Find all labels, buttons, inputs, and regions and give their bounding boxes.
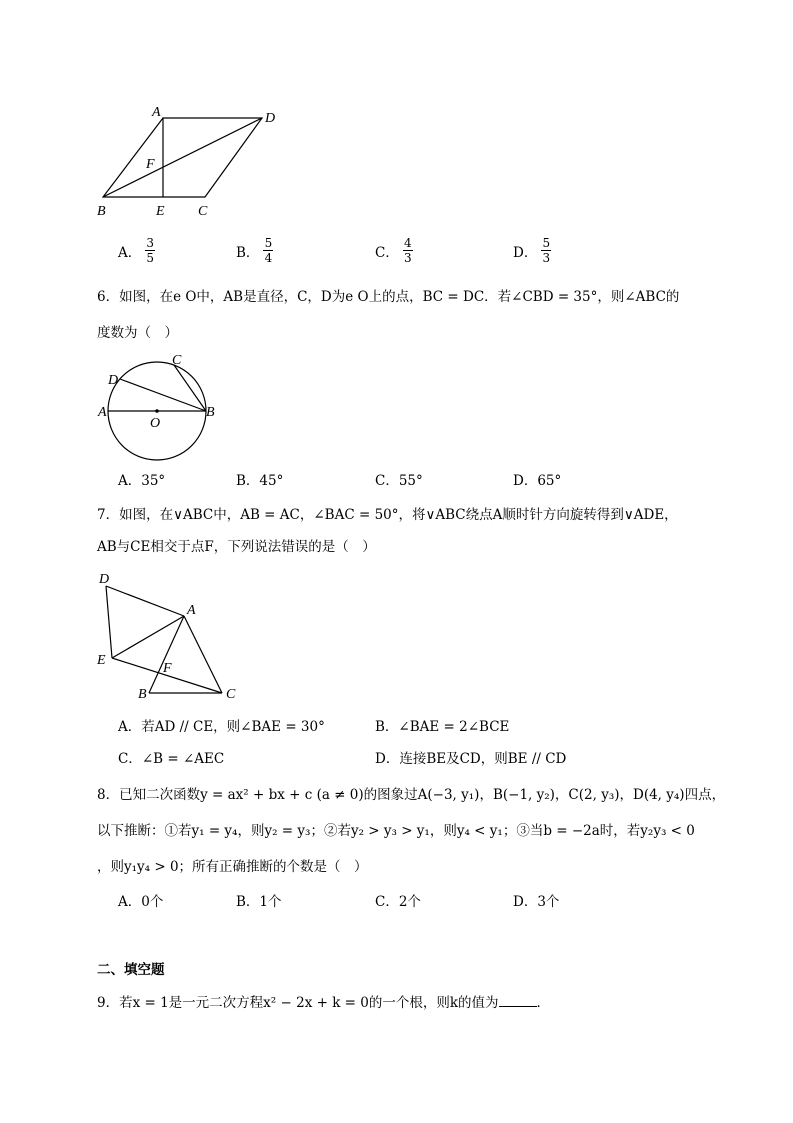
q7-label-F: F	[163, 661, 172, 676]
q8-stem-line3: ，则y₁y₄ > 0；所有正确推断的个数是（ ）	[97, 859, 368, 875]
q6-option-b-letter: B．	[236, 473, 260, 489]
q7-option-a-text: 若AD // CE，则∠BAE = 30°	[141, 719, 325, 735]
q8-option-a-text: 0个	[141, 894, 164, 910]
q7-label-D: D	[99, 572, 110, 587]
q9-stem	[97, 994, 550, 1012]
q7-option-a[interactable]	[118, 718, 325, 736]
q5-option-a-fraction	[145, 236, 155, 265]
q6-stem-line2: 度数为（ ）	[97, 325, 178, 341]
q7-option-b[interactable]	[375, 718, 509, 736]
q5-option-d[interactable]	[513, 236, 551, 265]
q5-label-F: F	[146, 157, 155, 172]
q9-text-before: 9．若x = 1是一元二次方程x² − 2x + k = 0的一个根，则k的值为	[97, 995, 499, 1011]
q6-label-O: O	[150, 416, 161, 431]
q6-option-c[interactable]	[375, 472, 423, 490]
q7-stem-line1: 7．如图，在∨ABC中，AB = AC，∠BAC = 50°，将∨ABC绕点A顺时针方向旋转得到∨ADE，	[97, 507, 678, 523]
q6-label-A: A	[98, 405, 107, 420]
q5-option-b[interactable]	[236, 236, 273, 265]
q6-circle-figure	[92, 352, 222, 470]
q6-option-c-text: 55°	[398, 473, 423, 489]
q8-option-d-text: 3个	[537, 894, 560, 910]
q6-option-a-text: 35°	[141, 473, 166, 489]
q5-label-A: A	[152, 105, 161, 120]
q6-option-a-letter: A．	[118, 473, 142, 489]
q6-option-c-letter: C．	[375, 473, 399, 489]
q7-option-d[interactable]	[375, 750, 566, 768]
q8-option-a[interactable]	[118, 893, 163, 911]
q5-option-d-den: 3	[542, 251, 551, 265]
q5-option-a-letter: A．	[118, 244, 142, 261]
q7-option-c-letter: C．	[118, 751, 142, 767]
q7-option-b-letter: B．	[375, 719, 399, 735]
q8-stem-line1: 8．已知二次函数y = ax² + bx + c (a ≠ 0)的图象过A(−3, y₁)，B(−1, y₂)，C(2, y₃)，D(4, y₄)四点，	[97, 787, 726, 803]
q8-option-d[interactable]	[513, 893, 559, 911]
q8-option-b[interactable]	[236, 893, 282, 911]
q5-label-E: E	[156, 204, 165, 219]
q7-label-E: E	[97, 653, 106, 668]
q7-option-a-letter: A．	[118, 719, 142, 735]
q5-option-b-num: 5	[264, 236, 273, 250]
q7-option-b-text: ∠BAE = 2∠BCE	[398, 719, 510, 735]
section-heading-fill-in: 二、填空题	[97, 962, 165, 978]
q5-option-a-den: 5	[146, 251, 155, 265]
q6-label-C: C	[172, 353, 182, 368]
q5-label-B: B	[97, 204, 106, 219]
q7-option-d-letter: D．	[375, 751, 400, 767]
q7-option-c[interactable]	[118, 750, 224, 768]
q5-option-d-letter: D．	[513, 244, 538, 261]
q8-option-a-letter: A．	[118, 894, 142, 910]
q6-option-d-text: 65°	[537, 473, 562, 489]
q6-option-d[interactable]	[513, 472, 561, 490]
q6-option-a[interactable]	[118, 472, 165, 490]
q7-option-d-text: 连接BE及CD，则BE // CD	[399, 751, 567, 767]
q6-stem-line1: 6．如图，在e O中，AB是直径，C，D为e O上的点，BC = DC．若∠CBD = 35°，则∠ABC的	[97, 289, 680, 305]
q5-option-c-den: 3	[404, 251, 412, 265]
q7-stem-line2: AB与CE相交于点F，下列说法错误的是（ ）	[97, 539, 376, 555]
q8-option-c-letter: C．	[375, 894, 399, 910]
q5-option-c-letter: C．	[375, 244, 399, 261]
q9-text-after: ．	[536, 995, 551, 1011]
q5-option-b-letter: B．	[236, 244, 260, 261]
q6-option-b-text: 45°	[259, 473, 284, 489]
q6-label-D: D	[108, 373, 119, 388]
q5-option-c[interactable]	[375, 236, 413, 265]
q5-label-C: C	[198, 204, 208, 219]
q5-option-c-fraction	[403, 236, 413, 265]
q7-label-A: A	[187, 603, 196, 618]
q7-label-C: C	[226, 687, 236, 702]
q8-option-b-text: 1个	[259, 894, 282, 910]
q5-option-a[interactable]	[118, 236, 155, 265]
q5-label-D: D	[265, 111, 276, 126]
q7-rotation-figure	[92, 566, 252, 706]
q5-option-d-num: 5	[542, 236, 551, 250]
q6-label-B: B	[206, 405, 215, 420]
q8-option-d-letter: D．	[513, 894, 538, 910]
q8-option-c-text: 2个	[398, 894, 421, 910]
q5-option-c-num: 4	[404, 236, 412, 250]
q9-answer-blank[interactable]	[499, 994, 537, 1007]
q5-option-b-den: 4	[264, 251, 273, 265]
q5-option-d-fraction	[541, 236, 551, 265]
q5-option-a-num: 3	[146, 236, 155, 250]
q8-option-c[interactable]	[375, 893, 421, 911]
q8-option-b-letter: B．	[236, 894, 260, 910]
q5-parallelogram-figure	[90, 100, 300, 225]
q5-option-b-fraction	[263, 236, 273, 265]
q6-option-d-letter: D．	[513, 473, 538, 489]
q6-option-b[interactable]	[236, 472, 283, 490]
q7-option-c-text: ∠B = ∠AEC	[141, 751, 225, 767]
q7-label-B: B	[138, 687, 147, 702]
q8-stem-line2: 以下推断：①若y₁ = y₄，则y₂ = y₃；②若y₂ > y₃ > y₁，则y₄ < y₁；③当b = −2a时，若y₂y₃ < 0	[97, 823, 695, 839]
